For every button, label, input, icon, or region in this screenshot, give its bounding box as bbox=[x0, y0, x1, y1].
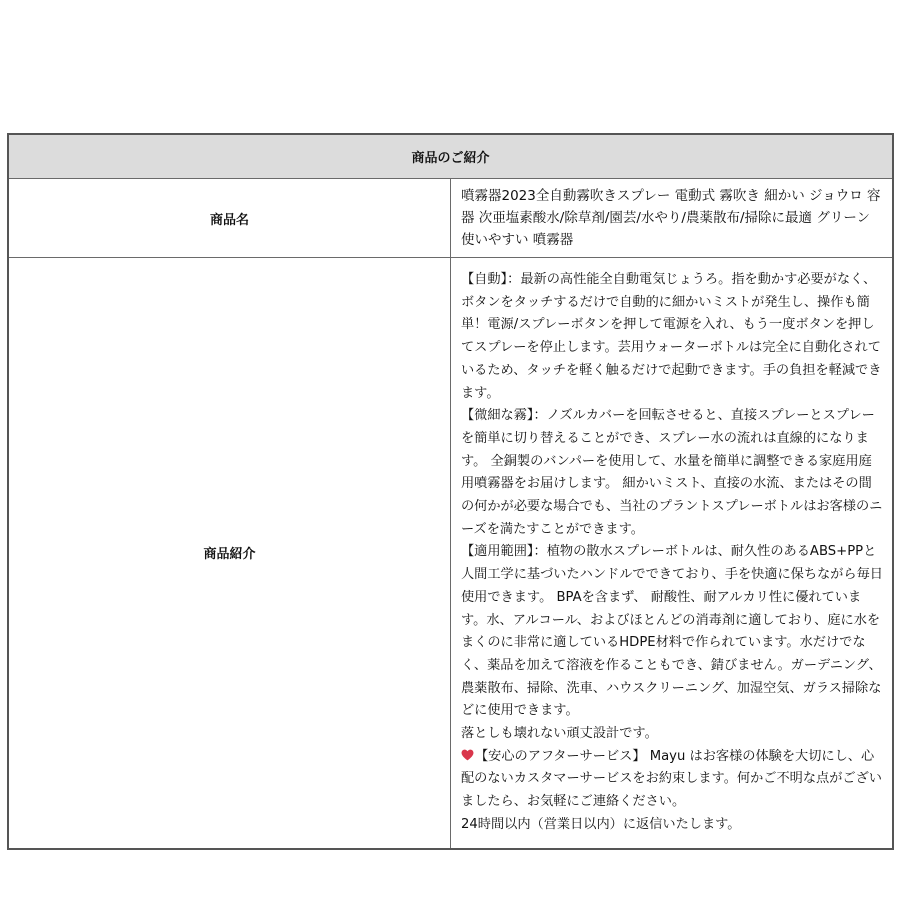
after-service-text: 【安心のアフターサービス】 Mayu はお客様の体験を大切にし、心配のないカスタマーサービスをお約束します。何かご不明な点がございましたら、お気軽にご連絡ください。 bbox=[461, 748, 882, 810]
table-header-row bbox=[8, 134, 893, 179]
product-name-label: 商品名 bbox=[8, 179, 451, 258]
description-paragraph-scope: 【適用範囲】：植物の散水スプレーボトルは、耐久性のあるABS+PPと人間工学に基づいたハンドルでできており、手を快適に保ちながら毎日使用できます。 BPAを含まず、 耐酸性、耐アルカリ性に優れています。水、アルコール、およびほとんどの消毒剤に適しており、庭に水をまくのに非常に適しているHDPE材料で作られています。水だけでなく、薬品を加えて溶液を作ることもでき、錆びません。ガーデニング、農薬散布、掃除、洗車、ハウスクリーニング、加湿空気、ガラス掃除などに使用できます。 bbox=[461, 544, 883, 719]
product-name-value: 噴霧器2023全自動霧吹きスプレー 電動式 霧吹き 細かい ジョウロ 容器 次亜塩素酸水/除草剤/園芸/水やり/農薬散布/掃除に最適 グリーン 使いやすい 噴霧器 bbox=[451, 179, 894, 258]
description-paragraph-fine-mist: 【微細な霧】：ノズルカバーを回転させると、直接スプレーとスプレーを簡単に切り替えることができ、スプレー水の流れは直線的になります。 全銅製のバンパーを使用して、水量を簡単に調整できる家庭用庭用噴霧器をお届けします。 細かいミスト、直接の水流、またはその間の何かが必要な場合でも、当社のプラントスプレーボトルはお客様のニーズを満たすことができます。 bbox=[461, 408, 883, 537]
heart-icon bbox=[461, 749, 474, 761]
table-header: 商品のご紹介 bbox=[8, 134, 893, 179]
description-paragraph-auto: 【自動】：最新の高性能全自動電気じょうろ。指を動かす必要がなく、ボタンをタッチするだけで自動的に細かいミストが発生し、操作も簡単！電源/スプレーボタンを押して電源を入れ、もう一度ボタンを押してスプレーを停止します。芸用ウォーターボトルは完全に自動化されているため、タッチを軽く触るだけで起動できます。手の負担を軽減できます。 bbox=[461, 272, 882, 401]
product-description-value bbox=[451, 258, 894, 849]
description-paragraph-after-service bbox=[461, 746, 884, 814]
product-description-label: 商品紹介 bbox=[8, 258, 451, 849]
product-intro-table bbox=[7, 133, 894, 850]
product-description-row bbox=[8, 258, 893, 849]
description-paragraph-durable: 落としも壊れない頑丈設計です。 bbox=[461, 726, 658, 742]
description-paragraph-reply: 24時間以内（営業日以内）に返信いたします。 bbox=[461, 816, 741, 832]
product-name-row bbox=[8, 179, 893, 258]
